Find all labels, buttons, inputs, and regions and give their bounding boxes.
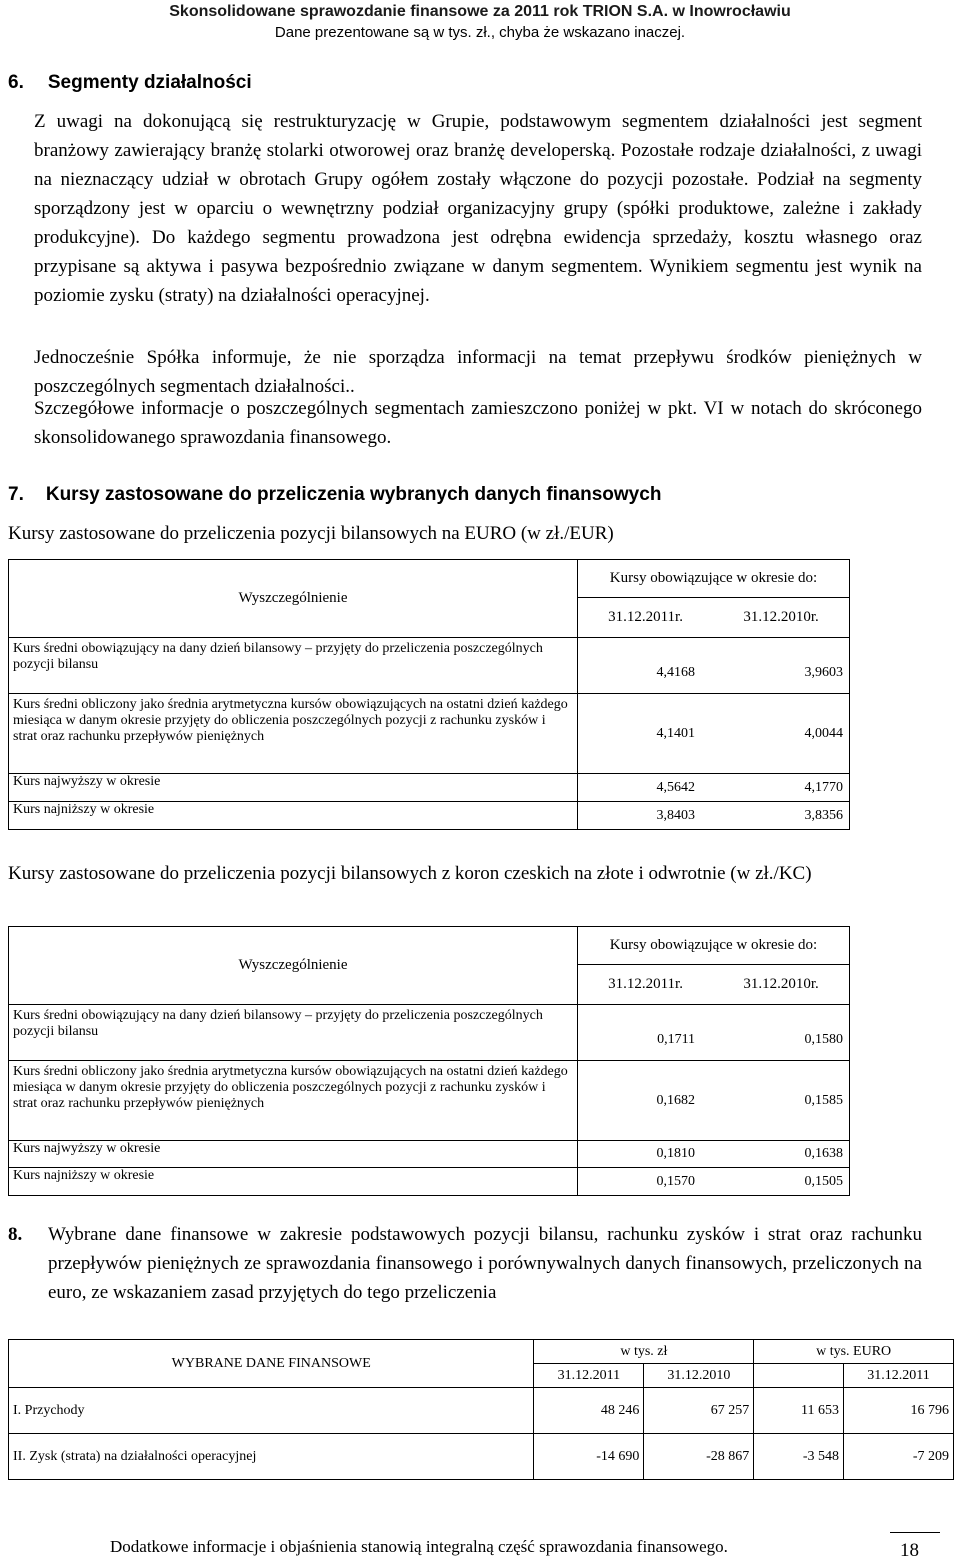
fin-value: -28 867	[644, 1434, 754, 1480]
czk-rates-caption: Kursy zastosowane do przeliczenia pozycji bilansowych z koron czeskich na złote i odwrotnie (w zł./KC)	[8, 863, 812, 884]
section-6-number: 6.	[8, 72, 24, 93]
eur-value: 4,5642	[578, 774, 714, 802]
table-row	[9, 1141, 850, 1168]
czk-value: 0,1810	[578, 1141, 714, 1168]
section-7-heading	[8, 484, 661, 506]
fin-date-col3	[754, 1364, 844, 1388]
table-row	[9, 1005, 850, 1061]
footer-note: Dodatkowe informacje i objaśnienia stanowią integralną część sprawozdania finansowego.	[110, 1537, 728, 1556]
section-6-paragraph-3: Szczegółowe informacje o poszczególnych segmentach zamieszczono poniżej w pkt. VI w notach do skróconego skonsolidowanego sprawozdania finansowego.	[34, 398, 922, 448]
table-row	[9, 1168, 850, 1196]
czk-value: 0,1570	[578, 1168, 714, 1196]
czk-header-group: Kursy obowiązujące w okresie do:	[578, 927, 850, 965]
footer-divider	[890, 1532, 940, 1533]
section-8-number: 8.	[8, 1224, 23, 1245]
eur-header-col2: 31.12.2010r.	[713, 598, 849, 638]
table-row	[9, 1434, 954, 1480]
fin-value: 48 246	[534, 1388, 644, 1434]
fin-value: -7 209	[844, 1434, 954, 1480]
eur-value: 3,8403	[578, 802, 714, 830]
czk-row-label: Kurs średni obowiązujący na dany dzień bilansowy – przyjęty do przeliczenia poszczególnych pozycji bilansu	[9, 1005, 578, 1061]
eur-row-label: Kurs średni obliczony jako średnia arytmetyczna kursów obowiązujących na ostatni dzień każdego miesiąca w danym okresie przyjęty do obliczenia poszczególnych pozycji z rachunku zysków i strat oraz rachunku przepływów pieniężnych	[9, 694, 578, 774]
table-row	[9, 1388, 954, 1434]
eur-header-group: Kursy obowiązujące w okresie do:	[578, 560, 850, 598]
fin-eur-group: w tys. EURO	[754, 1340, 954, 1364]
eur-value: 4,1770	[713, 774, 849, 802]
section-6-heading	[8, 72, 252, 94]
czk-header-item: Wyszczególnienie	[9, 927, 578, 1005]
eur-header-item: Wyszczególnienie	[9, 560, 578, 638]
czk-rates-table	[8, 926, 850, 1196]
czk-header-col2: 31.12.2010r.	[713, 965, 849, 1005]
selected-financial-data-table	[8, 1339, 954, 1480]
czk-value: 0,1505	[713, 1168, 849, 1196]
eur-rates-table	[8, 559, 850, 830]
czk-row-label: Kurs średni obliczony jako średnia arytmetyczna kursów obowiązujących na ostatni dzień każdego miesiąca w danym okresie przyjęty do obliczenia poszczególnych pozycji z rachunku zysków i strat oraz rachunku przepływów pieniężnych	[9, 1061, 578, 1141]
page-number: 18	[900, 1540, 919, 1561]
table-row	[9, 694, 850, 774]
section-7-title: Kursy zastosowane do przeliczenia wybranych danych finansowych	[45, 484, 662, 505]
czk-row-label: Kurs najwyższy w okresie	[9, 1141, 578, 1168]
table-row	[9, 1061, 850, 1141]
table-row	[9, 638, 850, 694]
fin-row-label: II. Zysk (strata) na działalności operacyjnej	[9, 1434, 534, 1480]
czk-row-label: Kurs najniższy w okresie	[9, 1168, 578, 1196]
eur-row-label: Kurs najwyższy w okresie	[9, 774, 578, 802]
fin-value: -14 690	[534, 1434, 644, 1480]
section-6-paragraph-1: Z uwagi na dokonującą się restrukturyzację w Grupie, podstawowym segmentem działalności jest segment branżowy zawierający branżę stolarki otworowej oraz branżę developerską. Pozostałe rodzaje działalności, z uwagi na nieznaczący udział w obrotach Grupy ogółem zostały włączone do pozycji pozostałe. Podział na segmenty sporządzony jest w oparciu o wewnętrzny podział organizacyjny grupy (spółki produktowe, zależne i zakłady produkcyjne). Do każdego segmentu prowadzona jest odrębna ewidencja sprzedaży, kosztu własnego oraz przypisane są aktywa i pasywa bezpośrednio związane w danym segmentem. Wynikiem segmentu jest wynik na poziomie zysku (straty) na działalności operacyjnej.	[34, 111, 922, 306]
section-7-number: 7.	[8, 484, 24, 505]
table-row	[9, 802, 850, 830]
eur-row-label: Kurs średni obowiązujący na dany dzień bilansowy – przyjęty do przeliczenia poszczególnych pozycji bilansu	[9, 638, 578, 694]
czk-value: 0,1580	[713, 1005, 849, 1061]
fin-value: 11 653	[754, 1388, 844, 1434]
fin-pln-group: w tys. zł	[534, 1340, 754, 1364]
czk-value: 0,1638	[713, 1141, 849, 1168]
section-8-heading	[8, 1220, 922, 1307]
fin-date-col2: 31.12.2010	[644, 1364, 754, 1388]
eur-value: 3,9603	[713, 638, 849, 694]
eur-row-label: Kurs najniższy w okresie	[9, 802, 578, 830]
table-row	[9, 774, 850, 802]
section-6-paragraph-2: Jednocześnie Spółka informuje, że nie sporządza informacji na temat przepływu środków pieniężnych w poszczególnych segmentach działalności..	[34, 347, 922, 397]
section-6-title: Segmenty działalności	[47, 72, 252, 93]
fin-value: 16 796	[844, 1388, 954, 1434]
fin-table-heading: WYBRANE DANE FINANSOWE	[9, 1340, 534, 1388]
document-header-title: Skonsolidowane sprawozdanie finansowe za 2011 rok TRION S.A. w Inowrocławiu	[169, 3, 791, 20]
czk-header-col1: 31.12.2011r.	[578, 965, 714, 1005]
czk-value: 0,1585	[713, 1061, 849, 1141]
fin-value: 67 257	[644, 1388, 754, 1434]
section-8-title: Wybrane dane finansowe w zakresie podstawowych pozycji bilansu, rachunku zysków i strat oraz rachunku przepływów pieniężnych ze sprawozdania finansowego i porównywalnych danych finansowych, przeliczonych na euro, ze wskazaniem zasad przyjętych do tego przeliczenia	[48, 1224, 922, 1303]
czk-value: 0,1682	[578, 1061, 714, 1141]
eur-value: 4,0044	[713, 694, 849, 774]
eur-value: 3,8356	[713, 802, 849, 830]
eur-value: 4,1401	[578, 694, 714, 774]
eur-value: 4,4168	[578, 638, 714, 694]
czk-value: 0,1711	[578, 1005, 714, 1061]
eur-header-col1: 31.12.2011r.	[578, 598, 714, 638]
fin-date-col4: 31.12.2011	[844, 1364, 954, 1388]
document-header-subtitle: Dane prezentowane są w tys. zł., chyba że wskazano inaczej.	[274, 24, 686, 41]
fin-value: -3 548	[754, 1434, 844, 1480]
fin-date-col1: 31.12.2011	[534, 1364, 644, 1388]
eur-rates-caption: Kursy zastosowane do przeliczenia pozycji bilansowych na EURO (w zł./EUR)	[8, 523, 614, 544]
fin-row-label: I. Przychody	[9, 1388, 534, 1434]
